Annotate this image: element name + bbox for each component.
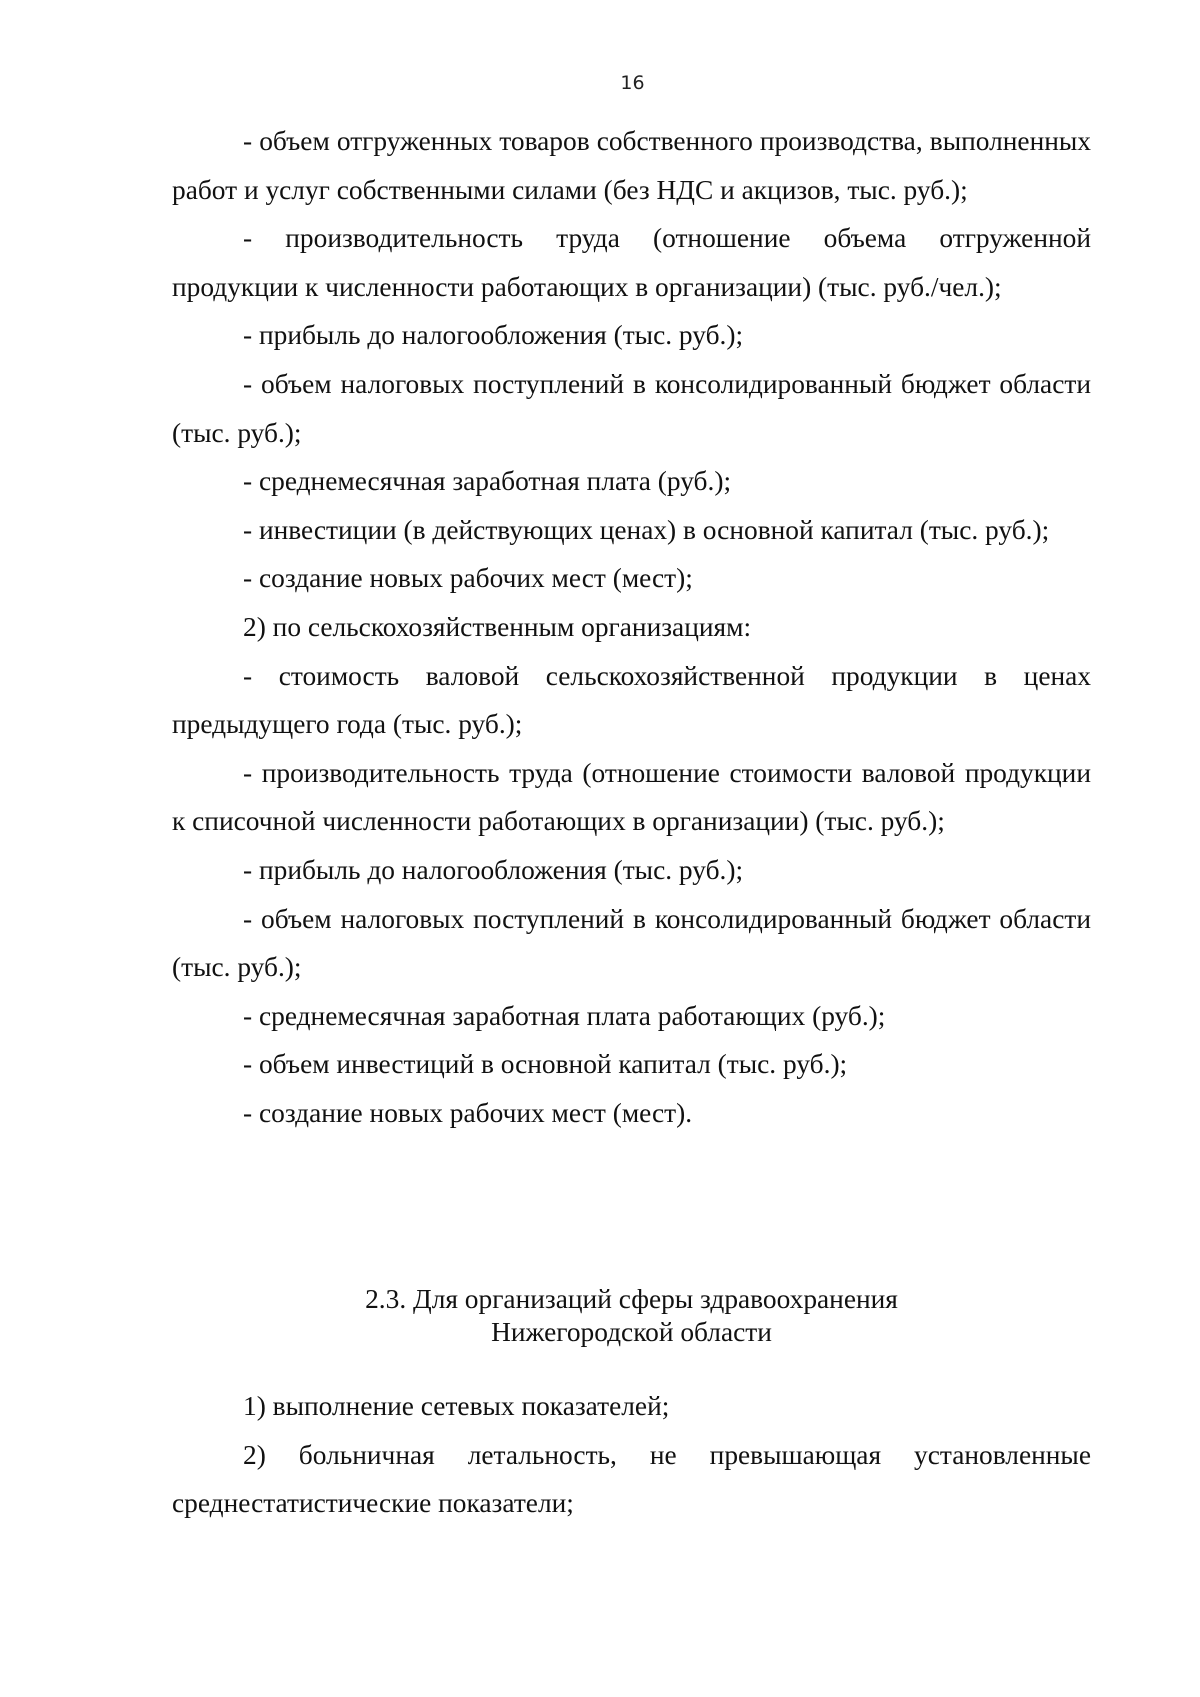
paragraph: - среднемесячная заработная плата работающих (руб.); <box>243 1000 886 1031</box>
paragraph: 2) больничная летальность, не превышающая установленные среднестатистические показатели; <box>172 1439 1091 1519</box>
paragraph: - стоимость валовой сельскохозяйственной продукции в ценах предыдущего года (тыс. руб.); <box>172 660 1091 740</box>
paragraph: - прибыль до налогообложения (тыс. руб.); <box>243 854 744 885</box>
paragraph: 2) по сельскохозяйственным организациям: <box>243 611 752 642</box>
paragraph: - производительность труда (отношение стоимости валовой продукции к списочной численности работающих в организации) (тыс. руб.); <box>172 757 1091 837</box>
section-heading <box>172 1283 1091 1349</box>
paragraph: - создание новых рабочих мест (мест). <box>243 1097 693 1128</box>
paragraph: - создание новых рабочих мест (мест); <box>243 563 693 594</box>
paragraph: - инвестиции (в действующих ценах) в основной капитал (тыс. руб.); <box>243 514 1050 545</box>
paragraph: - объем налоговых поступлений в консолидированный бюджет области (тыс. руб.); <box>172 903 1091 983</box>
paragraph: - производительность труда (отношение объема отгруженной продукции к численности работающих в организации) (тыс. руб./чел.); <box>172 223 1091 302</box>
body-text-block-2 <box>172 1382 1091 1528</box>
paragraph: - среднемесячная заработная плата (руб.); <box>243 466 732 497</box>
section-heading-line: 2.3. Для организаций сферы здравоохранения <box>365 1284 898 1314</box>
page-number: 16 <box>620 72 645 94</box>
paragraph: - объем налоговых поступлений в консолидированный бюджет области (тыс. руб.); <box>172 368 1091 448</box>
body-text-block <box>172 117 1091 1137</box>
paragraph: - прибыль до налогообложения (тыс. руб.); <box>243 320 744 351</box>
paragraph: 1) выполнение сетевых показателей; <box>243 1391 670 1421</box>
section-heading-line: Нижегородской области <box>491 1317 772 1347</box>
paragraph: - объем инвестиций в основной капитал (тыс. руб.); <box>243 1049 848 1080</box>
paragraph: - объем отгруженных товаров собственного производства, выполненных работ и услуг собственными силами (без НДС и акцизов, тыс. руб.); <box>172 126 1091 205</box>
